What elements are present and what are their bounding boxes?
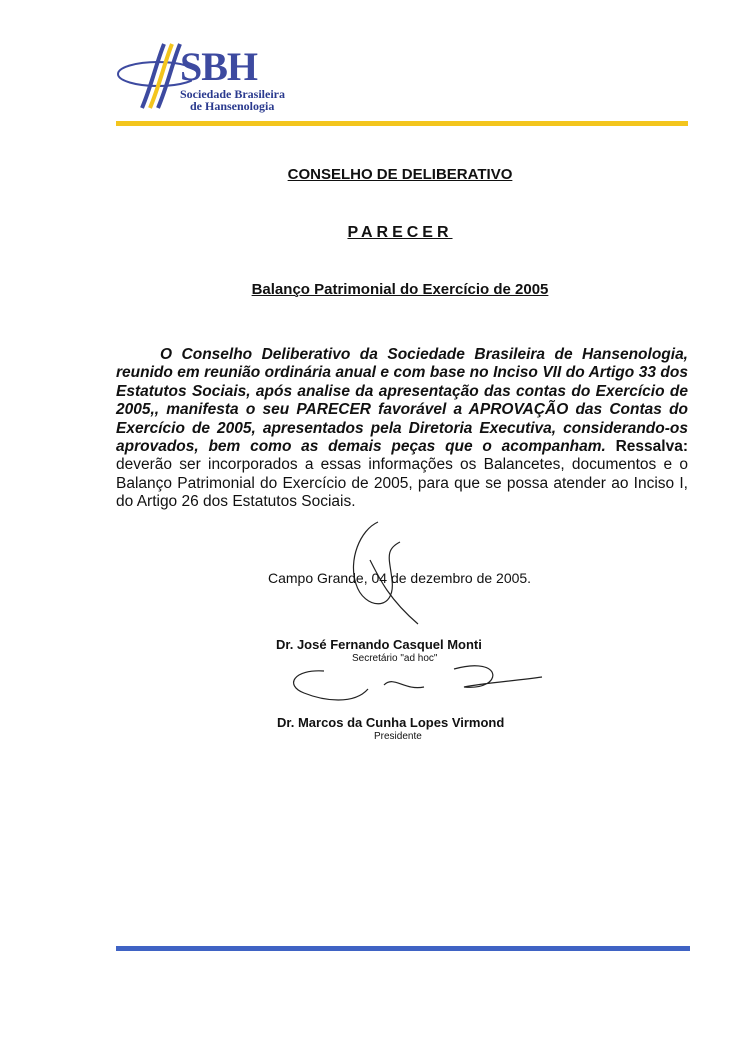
parecer-heading: PARECER	[347, 224, 453, 241]
signatory-1-name: Dr. José Fernando Casquel Monti	[276, 637, 482, 652]
signatory-2-role: Presidente	[374, 731, 422, 742]
signatory-1-role: Secretário "ad hoc"	[352, 653, 438, 664]
opinion-paragraph	[116, 346, 688, 512]
place-and-date: Campo Grande, 04 de dezembro de 2005.	[268, 570, 532, 586]
ressalva-text: deverão ser incorporados a essas informações os Balancetes, documentos e o Balanço Patrimonial do Exercício de 2005, para que se possa atender ao Inciso I, do Artigo 26 dos Estatutos Sociais.	[116, 456, 688, 511]
logo-line-2: de Hansenologia	[190, 99, 275, 113]
opinion-italic-text: O Conselho Deliberativo da Sociedade Brasileira de Hansenologia, reunido em reunião ordinária anual e com base no Inciso VII do Artigo 33 dos Estatutos Sociais, após analise da apresentação das contas do Exercício de 2005,, manifesta o seu PARECER favorável a APROVAÇÃO das Contas do Exercício de 2005, apresentados pela Diretoria Executiva, considerando-os aprovados, bem como as demais peças que o acompanham.	[116, 346, 688, 456]
top-divider	[116, 121, 688, 126]
sbh-logo	[112, 40, 312, 112]
balance-heading: Balanço Patrimonial do Exercício de 2005	[251, 281, 549, 298]
council-heading: CONSELHO DE DELIBERATIVO	[287, 166, 513, 183]
bottom-divider	[116, 946, 690, 951]
logo-name: SBH	[180, 44, 258, 89]
signatory-2-name: Dr. Marcos da Cunha Lopes Virmond	[277, 715, 505, 730]
logo-line-1: Sociedade Brasileira	[180, 87, 285, 101]
signature-scribble-2-icon	[284, 655, 544, 715]
ressalva-label: Ressalva:	[615, 438, 688, 456]
